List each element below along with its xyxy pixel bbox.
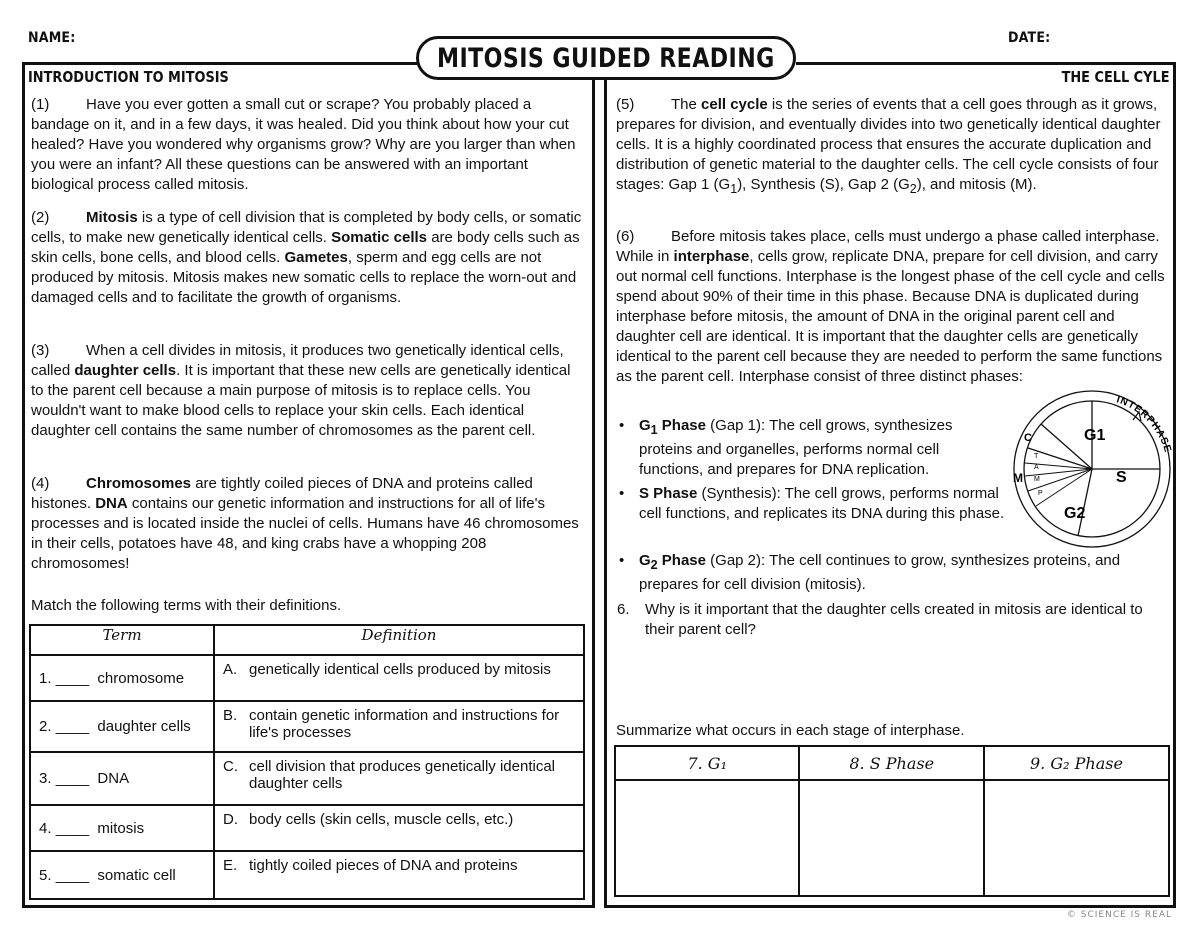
c-label: C bbox=[1024, 432, 1032, 444]
term-text: chromosome bbox=[89, 669, 185, 687]
copyright: © SCIENCE IS REAL bbox=[1066, 910, 1172, 920]
bullet-text: $G_1$ Phase (Gap 1): The cell grows, synthesizes proteins and organelles, performs normal cell functions, and prepares for DNA replication. bbox=[639, 417, 953, 478]
definition-text: genetically identical cells produced by mitosis bbox=[249, 661, 551, 678]
bullet-item bbox=[619, 484, 1019, 524]
right-paragraph-6 bbox=[616, 227, 1169, 387]
definition-letter: D. bbox=[223, 811, 238, 828]
paragraph-text: The cell cycle is the series of events that a cell goes through as it grows, prepares for division, and eventually divides into two genetically identical daughter cells. It is a highly coordinated process that ensures the accurate duplication and distribution of genetic material to the daughter cells. The cell cycle consists of four stages: Gap 1 $(G_1)$, Synthesis (S), Gap 2 $(G_2)$, and mitosis (M). bbox=[616, 96, 1161, 196]
term-cell bbox=[30, 701, 214, 752]
paragraph-number: (2) bbox=[31, 209, 50, 226]
bullet-icon: • bbox=[619, 485, 625, 502]
term-number: 1. bbox=[39, 669, 56, 687]
question-6-text: Why is it important that the daughter cells created in mitosis are identical to their parent cell? bbox=[645, 601, 1143, 638]
t-label: T bbox=[1034, 453, 1039, 460]
match-row bbox=[30, 655, 584, 701]
bullet-text: $G_2$ Phase (Gap 2): The cell continues to grow, synthesizes proteins, and prepares for cell division (mitosis). bbox=[639, 552, 1121, 593]
term-cell bbox=[30, 655, 214, 701]
summarize-prompt: Summarize what occurs in each stage of interphase. bbox=[616, 722, 965, 739]
summary-header-s: 8. S Phase bbox=[799, 746, 983, 780]
s-label: S bbox=[1116, 469, 1127, 486]
paragraph-text: Mitosis is a type of cell division that is completed by body cells, or somatic cells, to make new genetically identical cells. Somatic cells are body cells such as skin cells, bone cells, and blood cells. Gametes, sperm and egg cells are not produced by mitosis. Mitosis makes new somatic cells to replace the worn-out and damaged cells and to facilitate the growth of organisms. bbox=[31, 209, 582, 306]
match-table bbox=[29, 624, 585, 900]
page-title bbox=[416, 36, 796, 80]
paragraph-number: (6) bbox=[616, 228, 635, 245]
paragraph-number: (4) bbox=[31, 475, 50, 492]
definition-cell bbox=[214, 851, 584, 899]
term-text: DNA bbox=[89, 770, 130, 787]
left-paragraph-1 bbox=[31, 95, 585, 195]
date-label: DATE: bbox=[1008, 30, 1051, 46]
answer-blank[interactable]: ____ bbox=[55, 866, 90, 884]
question-6-num: 6. bbox=[617, 601, 630, 618]
definition-letter: E. bbox=[223, 857, 238, 874]
summary-header-g1: 7. G₁ bbox=[615, 746, 799, 780]
term-cell bbox=[30, 851, 214, 899]
term-text: somatic cell bbox=[89, 866, 176, 884]
definition-cell bbox=[214, 655, 584, 701]
m-label: M bbox=[1013, 471, 1023, 485]
match-row bbox=[30, 701, 584, 752]
bullet-item bbox=[619, 416, 991, 480]
definition-letter: B. bbox=[223, 707, 238, 724]
definition-text: body cells (skin cells, muscle cells, etc.) bbox=[249, 811, 514, 828]
term-number: 4. bbox=[39, 819, 56, 837]
term-header: Term bbox=[30, 625, 214, 655]
term-text: daughter cells bbox=[89, 718, 191, 735]
paragraph-text: When a cell divides in mitosis, it produces two genetically identical cells, called daughter cells. It is important that these new cells are genetically identical to the parent cell because a main purpose of mitosis is to replace cells. You wouldn't want to make blood cells to replace your skin cells. Each identical daughter cell contains the same number of chromosomes as the parent cell. bbox=[31, 342, 571, 439]
match-row bbox=[30, 752, 584, 805]
interphase-text: INTERPHASE bbox=[1115, 394, 1174, 455]
answer-blank[interactable]: ____ bbox=[55, 819, 90, 837]
answer-blank[interactable]: ____ bbox=[55, 770, 90, 787]
definition-text: contain genetic information and instructions for life's processes bbox=[249, 707, 560, 741]
answer-blank[interactable]: ____ bbox=[55, 669, 90, 687]
summary-answer-g2[interactable] bbox=[984, 780, 1169, 896]
match-row bbox=[30, 805, 584, 851]
definition-header: Definition bbox=[214, 625, 584, 655]
term-cell bbox=[30, 752, 214, 805]
summary-table bbox=[614, 745, 1170, 897]
left-paragraph-3 bbox=[31, 341, 585, 441]
paragraph-number: (3) bbox=[31, 342, 50, 359]
a-label: A bbox=[1034, 464, 1039, 471]
summary-answer-g1[interactable] bbox=[615, 780, 799, 896]
summary-answer-s[interactable] bbox=[799, 780, 983, 896]
paragraph-number: (1) bbox=[31, 96, 50, 113]
left-paragraph-2 bbox=[31, 208, 585, 308]
bullet-text: S Phase (Synthesis): The cell grows, performs normal cell functions, and replicates its DNA during this phase. bbox=[639, 485, 1005, 522]
definition-text: tightly coiled pieces of DNA and proteins bbox=[249, 857, 518, 874]
match-prompt: Match the following terms with their definitions. bbox=[31, 597, 342, 614]
paragraph-number: (5) bbox=[616, 96, 635, 113]
term-number: 3. bbox=[39, 770, 56, 787]
right-section-title: THE CELL CYLE bbox=[1062, 68, 1170, 86]
definition-cell bbox=[214, 805, 584, 851]
g2-label: G2 bbox=[1064, 505, 1086, 522]
paragraph-text: Chromosomes are tightly coiled pieces of DNA and proteins called histones. DNA contains our genetic information and instructions for all of life's processes and is located inside the nuclei of cells. Humans have 46 chromosomes in their cells, potatoes have 48, and king crabs have a whopping 208 chromosomes! bbox=[31, 475, 579, 572]
bullet-icon: • bbox=[619, 417, 625, 434]
page-title-text: MITOSIS GUIDED READING bbox=[437, 42, 775, 74]
p-label: P bbox=[1038, 490, 1043, 497]
m2-label: M bbox=[1034, 476, 1040, 483]
answer-blank[interactable]: ____ bbox=[55, 718, 90, 735]
definition-letter: C. bbox=[223, 758, 238, 775]
g1-label: G1 bbox=[1084, 427, 1106, 444]
term-text: mitosis bbox=[89, 819, 145, 837]
name-label: NAME: bbox=[28, 30, 76, 46]
term-number: 2. bbox=[39, 718, 56, 735]
definition-cell bbox=[214, 701, 584, 752]
cell-cycle-diagram bbox=[1008, 388, 1178, 550]
summary-header-g2: 9. G₂ Phase bbox=[984, 746, 1169, 780]
left-section-title: INTRODUCTION TO MITOSIS bbox=[28, 68, 229, 86]
definition-cell bbox=[214, 752, 584, 805]
paragraph-text: Have you ever gotten a small cut or scrape? You probably placed a bandage on it, and in a few days, it was healed. Did you think about how your cut healed? Have you wondered why organisms grow? Why are you larger than when you were an infant? All these questions can be answered with an important biological process called mitosis. bbox=[31, 96, 576, 193]
match-row bbox=[30, 851, 584, 899]
bullet-icon: • bbox=[619, 552, 625, 569]
left-paragraph-4 bbox=[31, 474, 585, 574]
term-number: 5. bbox=[39, 866, 56, 884]
definition-text: cell division that produces genetically identical daughter cells bbox=[249, 758, 556, 792]
paragraph-text: Before mitosis takes place, cells must undergo a phase called interphase. While in interphase, cells grow, replicate DNA, prepare for cell division, and carry out normal cell functions. Interphase is the longest phase of the cell cycle and cells spend about 90% of their time in this phase. Because DNA is duplicated during interphase before mitosis, the amount of DNA in the original parent cell and daughter cell are identical. It is important that the daughter cells are genetically identical to the parent cell because they are needed to perform the same functions as the parent cell. Interphase consist of three distinct phases: bbox=[616, 228, 1165, 385]
right-paragraph-5 bbox=[616, 95, 1169, 199]
question-6 bbox=[617, 600, 1167, 640]
bullet-item bbox=[619, 551, 1159, 595]
definition-letter: A. bbox=[223, 661, 238, 678]
term-cell bbox=[30, 805, 214, 851]
